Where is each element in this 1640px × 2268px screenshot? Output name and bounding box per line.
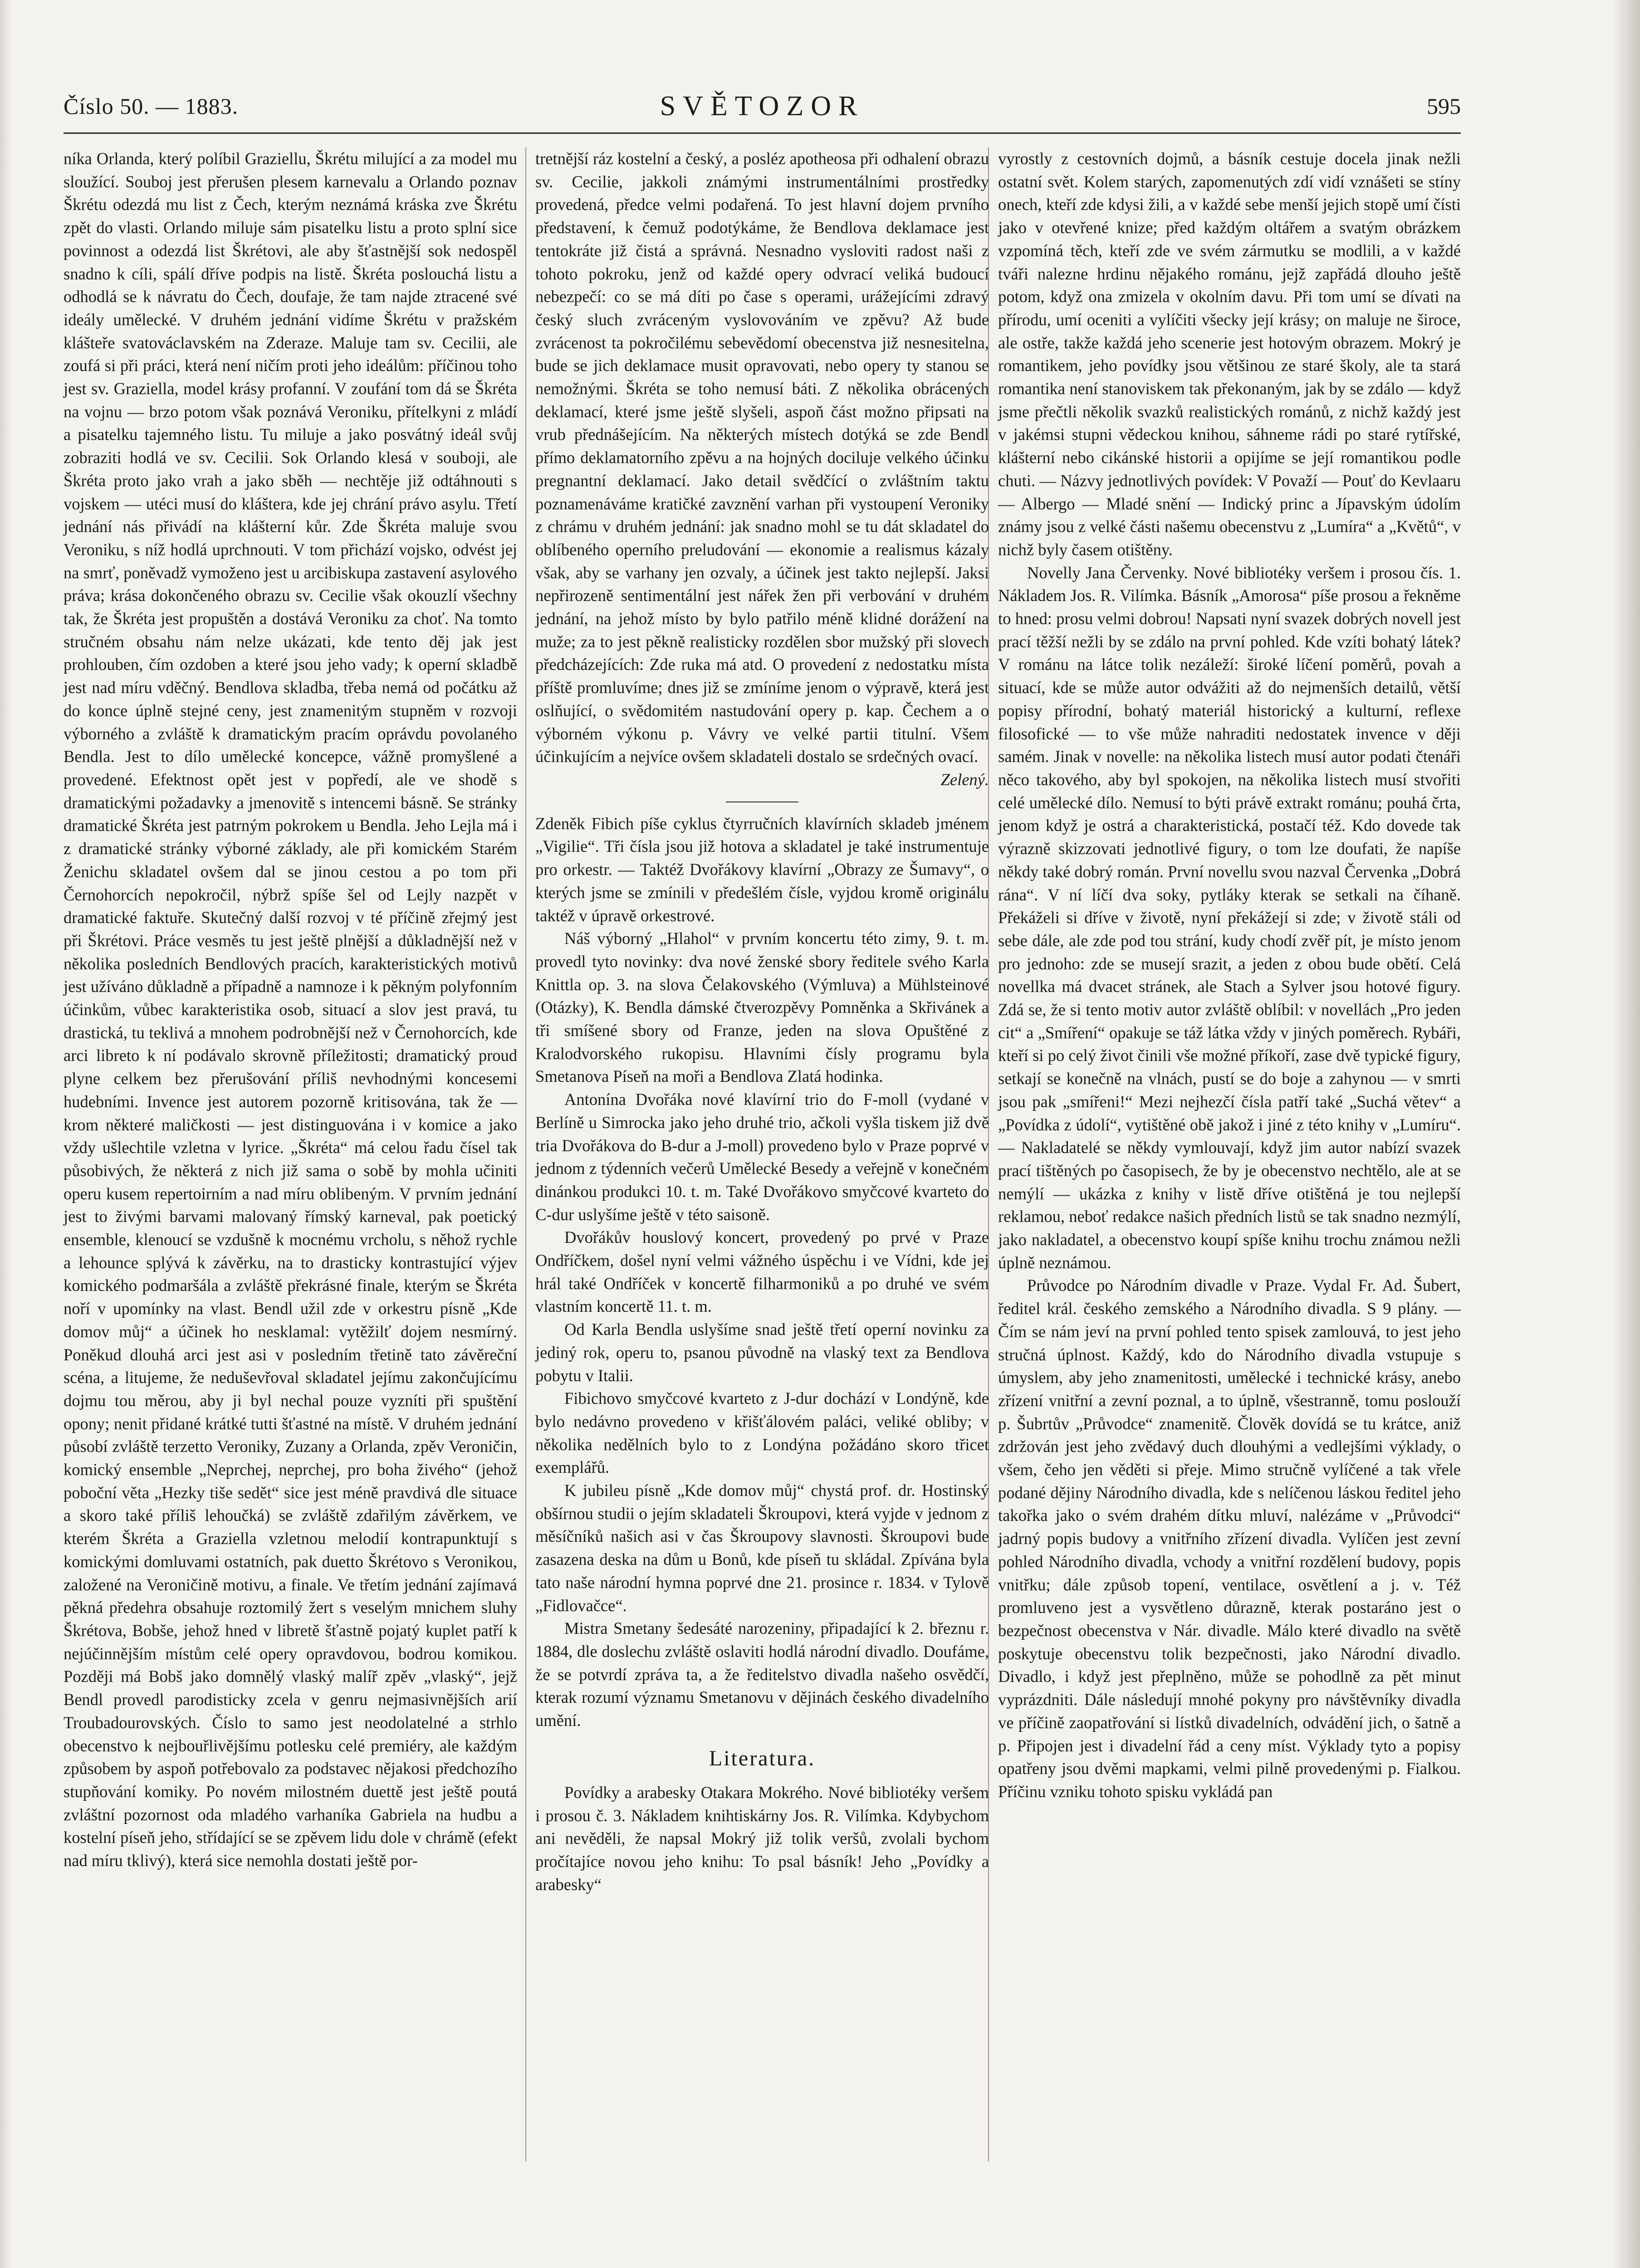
music-news-item: Antonína Dvořáka nové klavírní trio do F-moll (vydané v Berlíně u Simrocka jako jeho druhé trio, ačkoli vyšla tiskem již dvě tria Dvořákova do B-dur a J-moll) provedeno bylo v Praze poprvé v jednom z týdenních večerů Umělecké Besedy a veřejně v konečném dinánkou produkci 10. t. m. Také Dvořákovo smyčcové kvarteto do C-dur uslyšíme ještě v této saisoně. bbox=[535, 1090, 989, 1224]
journal-title: SVĚTOZOR bbox=[660, 91, 865, 122]
page-number: 595 bbox=[1427, 93, 1461, 119]
header-rule bbox=[64, 132, 1461, 134]
literature-review-paragraph: Povídky a arabesky Otakara Mokrého. Nové bibliotéky veršem i prosou č. 3. Nákladem knihtiskárny Jos. R. Vilímka. Kdybychom ani nevěděli, že napsal Mokrý již tolik veršů, zvolali bychom pročítajíce novou jeho knihu: To psal básník! Jeho „Povídky a arabesky“ bbox=[535, 1783, 989, 1894]
page-header bbox=[64, 93, 1461, 125]
music-news-item: Mistra Smetany šedesáté narozeniny, připadající k 2. březnu r. 1884, dle doslechu zvláště oslaviti hodlá národní divadlo. Doufáme, že se potvrdí zpráva ta, a že ředitelstvo divadla našeho osvědčí, kterak rozumí významu Smetanovu v dějinách českého divadelního umění. bbox=[535, 1619, 989, 1730]
page-edge-shadow-left bbox=[0, 0, 12, 2268]
column-3 bbox=[998, 147, 1461, 1804]
music-news-item: Od Karla Bendla uslyšíme snad ještě třetí operní novinku za jediný rok, operu to, psanou původně na vlaský text za Bendlova pobytu v Italii. bbox=[535, 1320, 989, 1385]
literature-review-paragraph: Průvodce po Národním divadle v Praze. Vydal Fr. Ad. Šubert, ředitel král. českého zemského a Národního divadla. S 9 plány. — Čím se nám jeví na první pohled tento spisek zamlouvá, to jest jeho stručná úplnost. Každý, kdo do Národního divadla vstupuje s úmyslem, aby jeho znamenitosti, umělecké i technické krásy, anebo zřízení vnitřní a zevní poznal, a to úplně, všestranně, tomu poslouží p. Šubrtův „Průvodce“ znamenitě. Člověk dovídá se tu krátce, aniž zdržován jest jeho zvědavý duch dlouhými a vedlejšími výklady, o všem, čeho jen věděti si přeje. Mimo stručně vylíčené a tak vřele podané dějiny Národního divadla, kde s nelíčenou láskou ředitel jeho takořka jako o svém drahém dítku mluví, nalézáme v „Průvodci“ jadrný popis budovy a vnitřního zřízení divadla. Vylíčen jest zevní pohled Národního divadla, vchody a vnitřní rozdělení budovy, popis vnitřku; dále způsob topení, ventilace, osvětlení a j. v. Též promluveno jest a vysvětleno důrazně, kterak postaráno jest o bezpečnost obecenstva v Nár. divadle. Málo které divadlo na světě poskytuje obecenstvu tolik bezpečnosti, jako Národní divadlo. Divadlo, i když jest přeplněno, může se pohodlně za pět minut vyprázdniti. Dále následují mnohé pokyny pro návštěvníky divadla ve příčině zaopatřování si lístků divadelních, odvádění jich, o šatně a p. Připojen jest i divadelní řád a ceny míst. Výklady tyto a popisy opatřeny jsou dvěmi mapkami, velmi pilně provedenými p. Fialkou. Příčinu vzniku tohoto spisku vykládá pan bbox=[998, 1276, 1461, 1801]
column-2 bbox=[535, 147, 989, 1896]
column-divider bbox=[525, 147, 526, 2161]
music-news-item: Náš výborný „Hlahol“ v prvním koncertu této zimy, 9. t. m. provedl tyto novinky: dva nové ženské sbory ředitele svého Karla Knittla op. 3. na slova Čelakovského (Výmluva) a Mühlsteinové (Otázky), K. Bendla dámské čtverozpěvy Pomněnka a Skřivánek a tři smíšené sbory od Franze, jeden na slova Opuštěné z Kralodvorského rukopisu. Hlavními čísly programu byla Smetanova Píseň na moři a Bendlova Zlatá hodinka. bbox=[535, 929, 989, 1086]
opera-review-paragraph: tretnější ráz kostelní a český, a posléz apotheosa při odhalení obrazu sv. Cecilie, jakkoli známými instrumentálními prostředky provedená, předce velmi podařená. To jest hlavní dojem prvního představení, k čemuž podotýkáme, že Bendlova deklamace jest tentokráte již čistá a správná. Nesnadno vysloviti radost naši z tohoto pokroku, jenž od každé opery odvrací veliká budoucí nebezpečí: co se má díti po čase s operami, urážejícími zdravý český sluch zvráceným vyslovováním ve zpěvu? Až bude zvrácenost ta pokročilému sebevědomí obecenstva již nesnesitelna, bude se jich deklamace musit opravovati, nebo opery ty stanou se nemožnými. Škréta se toho nemusí báti. Z několika obrácených deklamací, které jsme ještě slyšeli, aspoň část možno připsati na vrub přednášejícím. Na některých místech dotýká se zde Bendl přímo deklamatorního zpěvu a na hojných dociluje velkého účinku pregnantní deklamací. Jako detail svědčící o zvláštním taktu poznamenáváme kratičké zavznění varhan při vystoupení Veroniky z chrámu v druhém jednání: jak snadno mohl se tu dát skladatel do oblíbeného operního preludování — ekonomie a realismus kázaly však, aby se varhany jen ozvaly, a účinek jest takto nejlepší. Jaksi nepřirozeně sentimentální jest nářek žen při verbování v druhém jednání, na jehož místo by bylo patřilo méně klidné dorážení na muže; za to jest pěkně realisticky rozdělen sbor mužský při slovech předcházejících: Zde ruka má atd. O provedení z nedostatku místa příště promluvíme; dnes již se zmíníme jenom o výpravě, která jest oslňující, o svědomitém nastudování opery p. kap. Čechem a o výborném výkonu p. Vávry ve velké partii titulní. Všem účinkujícím a nejvíce ovšem skladateli dostalo se srdečných ovací. bbox=[535, 149, 989, 766]
literature-review-paragraph: Novelly Jana Červenky. Nové bibliotéky veršem i prosou čís. 1. Nákladem Jos. R. Vilímka. Básník „Amorosa“ píše prosou a řekněme to hned: prosu velmi dobrou! Napsati nyní svazek dobrých novell jest prací těžší nežli by se zdálo na první pohled. Kde vzíti bohatý látek? V románu na látce tolik nezáleží: široké líčení poměrů, povah a situací, kde se může autor odvážiti až do nejmenších detailů, větší popisy přírodní, bohatý materiál historický a kulturní, reflexe filosofické — to vše může nahraditi nedostatek invence v ději samém. Jinak v novelle: na několika listech musí autor podati čtenáři něco takového, aby byl spokojen, na několika listech musí stvořiti celé umělecké dílo. Nemusí to býti právě extrakt románu; pouhá črta, jenom když je ostrá a charakteristická, postačí též. Kdo dovede tak výrazně skizzovati jednotlivé figury, o tom lze doufati, že napíše někdy také dobrý román. První novellu svou nazval Červenka „Dobrá rána“. V ní líčí dva soky, pytláky kterak se setkali na číhaně. Překáželi si dříve v životě, nyní překážejí si zde; v životě stáli od sebe dále, ale zde pod tou strání, kudy chodí zvěř pít, je místo jenom pro jednoho: zde se musejí srazit, a jeden z obou bude obětí. Celá novellka má dvacet stránek, ale Stach a Sylver jsou hotové figury. Zdá se, že si tento motiv autor zvláště oblíbil: v novellách „Pro jeden cit“ a „Smíření“ opakuje se táž látka vždy v jiných poměrech. Rybáři, kteří si po celý život činili vše možné příkoří, zase dvě typické figury, setkají se konečně na vlnách, pustí se do boje a zahynou — v smrti jsou pak „smířeni!“ Mezi nejhezčí čísla patří také „Suchá větev“ a „Povídka z údolí“, vytištěné obě jakož i jiné z této knihy v „Lumíru“. — Nakladatelé se někdy vymlouvají, když jim autor nabízí svazek prací tištěných po časopisech, že by je obecenstvo nechtělo, ale at se nemýlí — ukázka z knihy v listě dříve otištěná je tou nejlepší reklamou, neboť redakce našich předních listů se tak snadno nezmýlí, jako nakladatel, a obecenstvo koupí spíše knihu trochu známou nežli úplně neznámou. bbox=[998, 563, 1461, 1272]
music-news-item: Zdeněk Fibich píše cyklus čtyrručních klavírních skladeb jménem „Vigilie“. Tři čísla jsou již hotova a skladatel je také instrumentuje pro orkestr. — Taktéž Dvořákovy klavírní „Obrazy ze Šumavy“, o kterých jsme se zmínili v předešlém čísle, vyjdou kromě originálu taktéž v úpravě orkestrové. bbox=[535, 814, 989, 925]
issue-label: Číslo 50. — 1883. bbox=[64, 93, 239, 119]
literature-heading: Literatura. bbox=[709, 1746, 816, 1770]
review-signature: Zelený. bbox=[940, 770, 989, 789]
opera-review-paragraph: níka Orlanda, který políbil Graziellu, Škrétu milující a za model mu sloužící. Souboj jest přerušen plesem karnevalu a Orlando poznav Škrétu odezdá mu list z Čech, kterým neznámá kráska zve Škrétu zpět do vlasti. Orlando miluje sám pisatelku listu a proto splní sice povinnost a odezdá list Škrétovi, ale aby šťastnější sok nedospěl snadno k cíli, spálí dříve podpis na listě. Škréta poslouchá listu a odhodlá se k návratu do Čech, doufaje, že tam najde ztracené své ideály umělecké. V druhém jednání vidíme Škrétu v pražském klášteře svatováclavském na Zderaze. Maluje tam sv. Cecilii, ale zoufá si při práci, která není ničím proti jeho ideálům: příčinou toho jest sv. Graziella, model krásy profanní. V zoufání tom dá se Škréta na vojnu — brzo potom však poznává Veroniku, přítelkyni z mládí a pisatelku tajemného listu. Tu miluje a jako posvátný ideál svůj zobraziti hodlá ve sv. Cecilii. Sok Orlando klesá v souboji, ale Škréta proto jako vrah a jako sběh — nechtěje již odtáhnouti s vojskem — utéci musí do kláštera, kde jej chrání právo asylu. Třetí jednání nás přivádí na klášterní kůr. Zde Škréta maluje svou Veroniku, s níž hodlá uprchnouti. V tom přichází vojsko, odvést jej na smrť, poněvadž vymoženo jest u arcibiskupa zastavení asylového práva; krása dokončeného obrazu sv. Cecilie však okouzlí všechny tak, že Škréta jest propuštěn a dostává Veroniku za choť. Na tomto stručném obsahu nám nelze ukázati, kde tento děj jak jest prohlouben, čím ozdoben a které jsou jeho vady; k operní skladbě jest nad míru vděčný. Bendlova skladba, třeba nemá od počátku až do konce úplně stejné ceny, jest znamenitým stupněm v rozvoji výborného a zvláště k dramatickým pracím oprávdu povolaného Bendla. Jest to dílo umělecké koncepce, vážně promyšlené a provedené. Efektnost opět jest v popředí, ale ve shodě s dramatickými požadavky a jmenovitě s intencemi básně. Se stránky dramatické Škréta jest patrným pokrokem u Bendla. Jeho Lejla má i z dramatické stránky výborné základy, ale při komickém Starém Ženichu skladatel ovšem dal se jinou cestou a po tom při Černohorcích nepokročil, nýbrž spíše šel od Lejly nazpět v dramatické faktuře. Skutečný další rozvoj v té příčině zřejmý jest při Škrétovi. Práce vesměs tu jest ještě plnější a důkladnější než v několika posledních Bendlových pracích, karakteristických motivů jest užíváno důkladně a případně a namnoze i k pěkným polyfonním účinkům, vůbec karakteristika osob, situací a slov jest pravá, tu drastická, tu teklivá a mnohem podrobnější než v Černohorcích, kde arci libreto k ní podávalo skrovně příležitosti; dramatický proud plyne celkem bez přerušování příliš nevhodnými koncesemi hudebními. Invence jest autorem pozorně kritisována, tak že — krom některé maličkosti — jest distinguována i v komice a jako vždy ušlechtile vzletna v lyrice. „Škréta“ má celou řadu čísel tak působivých, že některá z nich již sama o sobě by mohla učiniti operu kusem repertoirním a nad míru oblibeným. V prvním jednání jest to živými barvami malovaný římský karneval, pak poetický ensemble, klenoucí se vzdušně k mocnému vrcholu, s něhož rychle a lehounce splývá k závěrku, na to drasticky kontrastující výjev komického podmaršála a zvláště překrásné finale, kterým se Škréta noří v upomínky na vlast. Bendl užil zde v orkestru písně „Kde domov můj“ a účinek ho nesklamal: vytěžilť dojem nesmírný. Poněkud dlouhá arci jest asi v posledním třetině tato závěreční scéna, a litujeme, že neduševřoval skladatel jejímu zakončujícímu dojmu tou měrou, aby ji byl nechal pouze vyzníti při spuštění opony; nenit přidané krátké tutti šťastné na místě. V druhém jednání působí zvláště terzetto Veroniky, Zuzany a Orlanda, zpěv Veroničin, komický ensemble „Neprchej, neprchej, pro boha živého“ (jehož poboční věta „Hezky tiše sedět“ sice jest méně pravdivá dle situace a skoro také příliš lehoučká) se zvláště zdařilým závěrkem, ve kterém Škréta a Graziella vzletnou melodií kontrapunktují s komickými domluvami ostatních, pak duetto Škrétovo s Veronikou, založené na Veroničině motivu, a finale. Ve třetím jednání zajímavá pěkná předehra obsahuje roztomilý žert s veselým mnichem sluhy Škrétova, Bobše, jehož hned v libretě šťastně pojatý kuplet patří k nejúčinnějším místům celé opery opravdovou, bodrou komikou. Později má Bobš jako domnělý vlaský malíř zpěv „vlaský“, jejž Bendl provedl parodisticky zcela v genru nejmasivnějších arií Troubadourovských. Číslo to samo jest neodolatelné a strhlo obecenstvo k nejbouřlivějšímu potlesku celé premiéry, ale každým způsobem by aspoň potřebovalo za podstavec nějakosi předchozího stupňování komiky. Po novém milostném duettě jest ještě poutá zvláštní pozornost oda mladého varhaníka Gabriela na hudbu a kostelní píseň jeho, střídající se se zpěvem lidu dole v chrámě (efekt nad míru tklivý), která sice nemohla dostati ještě por- bbox=[64, 149, 517, 1870]
music-news-item: K jubileu písně „Kde domov můj“ chystá prof. dr. Hostinský obšírnou studii o jejím skladateli Škroupovi, která vyjde v jednom z měsíčníků našich asi v čas Škroupovy slavnosti. Škroupovi bude zasazena deska na dům u Bonů, kde píseň tu skládal. Zpívána byla tato naše národní hymna poprvé dne 21. prosince r. 1834. v Tylově „Fidlovačce“. bbox=[535, 1481, 989, 1615]
page-edge-shadow-right bbox=[1613, 0, 1640, 2268]
column-1 bbox=[64, 147, 517, 1872]
music-news-item: Fibichovo smyčcové kvarteto z J-dur dochází v Londýně, kde bylo nedávno provedeno v křišťálovém paláci, veliké obliby; v několika nedělních bylo to z Londýna požádáno skoro třicet exemplářů. bbox=[535, 1389, 989, 1477]
literature-review-paragraph: vyrostly z cestovních dojmů, a básník cestuje docela jinak nežli ostatní svět. Kolem starých, zapomenutých zdí vidí vznášeti se stíny onech, kteří zde kdysi žili, a v každé sebe menší jejich stopě umí čísti jako v otevřené knize; před každým oltářem a svatým obrázkem vzpomíná těch, kteří zde ve svém zármutku se modlili, a v každé tváři nalezne hrdinu nějakého románu, jejž zapřádá dlouho ještě potom, když ona zmizela v okolním davu. Při tom umí se dívati na přírodu, umí oceniti a vylíčiti všecky její krásy; on maluje ne široce, ale ostře, takže každá jeho scenerie jest hotovým obrazem. Mokrý je romantikem, jeho povídky jsou většinou ze staré školy, ale ta stará romantika není stanoviskem tak překonaným, jak by se zdálo — když jsme přečtli několik svazků realistických románů, z nichž každý jest v jakémsi stupni vědeckou knihou, sáhneme rádi po staré rytířské, klášterní nebo cikánské historii a opijíme se její romantikou podle chuti. — Názvy jednotlivých povídek: V Považí — Pouť do Kevlaaru — Albergo — Mladé snění — Indický princ a Jípavským údolím známy jsou z velké části našemu obecenstvu z „Lumíra“ a „Květů“, v nichž byly časem otištěny. bbox=[998, 149, 1461, 559]
music-news-item: Dvořákův houslový koncert, provedený po prvé v Praze Ondříčkem, došel nyní velmi vážného úspěchu i ve Vídni, kde jej hrál také Ondříček v koncertě filharmoniků a po druhé ve svém vlastním koncertě 11. t. m. bbox=[535, 1228, 989, 1316]
